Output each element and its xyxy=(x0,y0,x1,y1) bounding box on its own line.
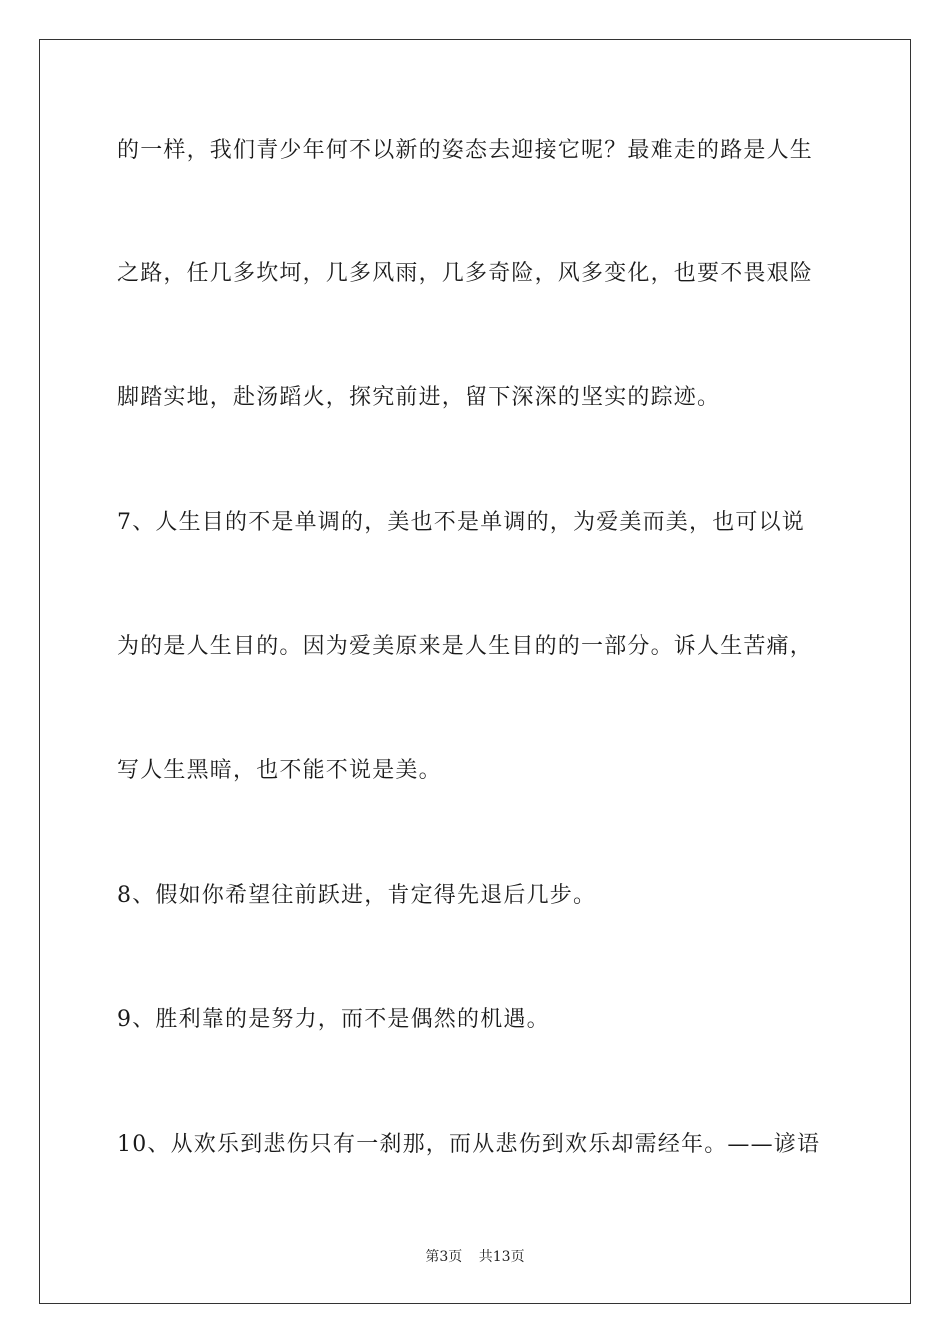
text-line-5: 为的是人生目的。因为爱美原来是人生目的的一部分。诉人生苦痛， xyxy=(117,634,814,659)
text-line-6: 写人生黑暗，也不能不说是美。 xyxy=(117,758,442,783)
text-line-3: 脚踏实地，赴汤蹈火，探究前进，留下深深的坚实的踪迹。 xyxy=(117,385,721,410)
text-line-7: 8、假如你希望往前跃进，肯定得先退后几步。 xyxy=(117,883,597,908)
page-total: 共13页 xyxy=(478,1249,525,1265)
text-line-9: 10、从欢乐到悲伤只有一刹那，而从悲伤到欢乐却需经年。——谚语 xyxy=(117,1132,821,1157)
text-line-8: 9、胜利靠的是努力，而不是偶然的机遇。 xyxy=(117,1007,550,1032)
page-border xyxy=(39,39,911,1304)
text-line-4: 7、人生目的不是单调的，美也不是单调的，为爱美而美，也可以说 xyxy=(117,510,805,535)
text-line-2: 之路，任几多坎坷，几多风雨，几多奇险，风多变化，也要不畏艰险 xyxy=(117,261,814,286)
text-line-1: 的一样，我们青少年何不以新的姿态去迎接它呢？最难走的路是人生 xyxy=(117,138,814,163)
page-number: 第3页 xyxy=(425,1249,463,1265)
page-footer xyxy=(0,1248,950,1266)
